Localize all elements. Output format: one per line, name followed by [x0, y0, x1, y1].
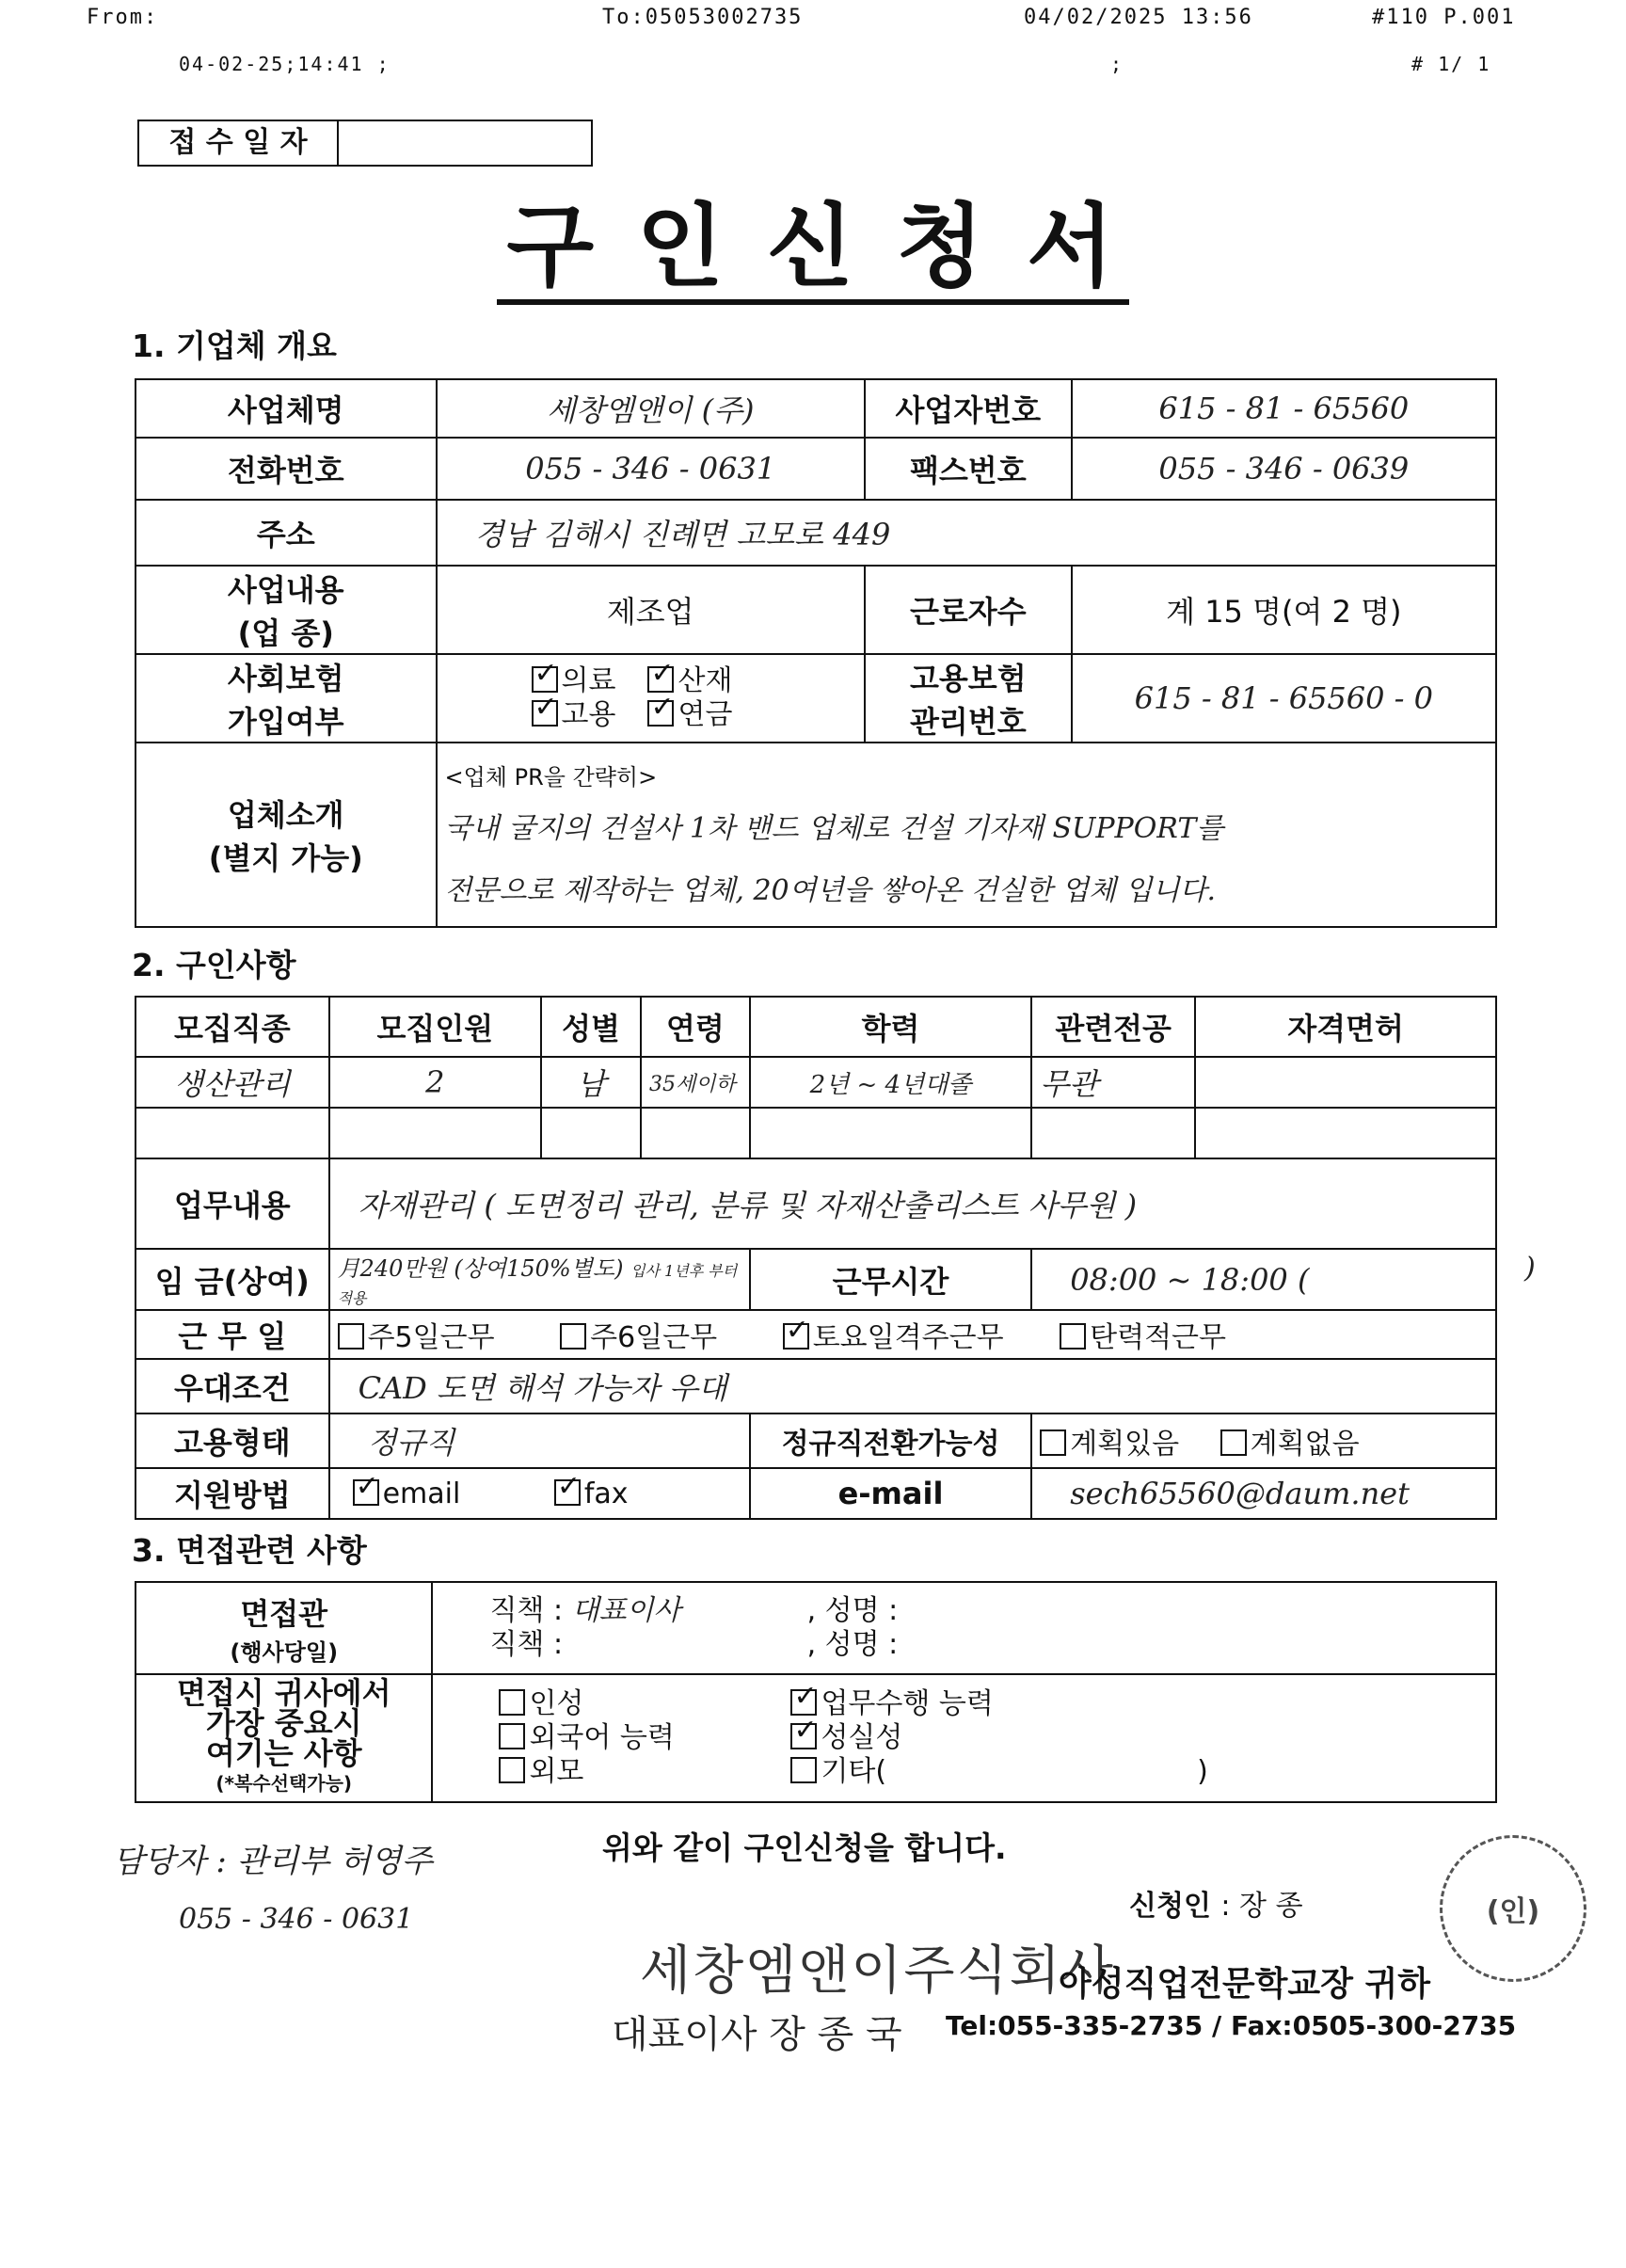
company-stamp: 세창엠앤이주식회사: [640, 1941, 1115, 2002]
row1-license: [1195, 1057, 1496, 1108]
checkbox-personality[interactable]: [499, 1689, 525, 1716]
fax-to: To:05053002735: [602, 6, 804, 29]
checkbox-accident[interactable]: [647, 666, 674, 693]
hours-tail: ): [1524, 1252, 1536, 1285]
pos-label-1: 직책 :: [489, 1594, 564, 1627]
fax-line2-right: # 1/ 1: [1411, 53, 1491, 75]
receipt-box: [137, 120, 593, 167]
workday-label: 근 무 일: [136, 1310, 329, 1359]
fax-line2-left: 04-02-25;14:41 ;: [179, 53, 391, 75]
row2-gender: [541, 1108, 641, 1158]
fax-line2-mid: ;: [1110, 53, 1124, 75]
important-label: 면접시 귀사에서 가장 중요시 여기는 사항 (*복수선택가능): [136, 1674, 432, 1802]
header-gender: 성별: [541, 997, 641, 1057]
checkbox-sincerity[interactable]: [790, 1723, 817, 1749]
fax-page: #110 P.001: [1372, 6, 1516, 29]
checkbox-medical[interactable]: [532, 666, 558, 693]
checkbox-apply-fax[interactable]: [554, 1479, 581, 1506]
company-seal: (인): [1440, 1835, 1586, 1982]
phone-label: 전화번호: [136, 438, 437, 500]
row1-job: 생산관리: [136, 1057, 329, 1108]
row2-license: [1195, 1108, 1496, 1158]
industry-label: 사업내용 (업 종): [136, 566, 437, 654]
receipt-value[interactable]: [339, 121, 591, 165]
row1-major: 무관: [1031, 1057, 1195, 1108]
header-age: 연령: [641, 997, 750, 1057]
header-education: 학력: [750, 997, 1031, 1057]
pos-label-2: 직책 :: [489, 1628, 564, 1661]
receipt-label: 접 수 일 자: [139, 121, 339, 165]
emp-ins-no: 615 - 81 - 65560 - 0: [1072, 654, 1496, 743]
name-label-1: , 성명 :: [806, 1594, 899, 1627]
applicant-label: 신청인: [1129, 1890, 1211, 1923]
interviewer-cell: [432, 1582, 1496, 1674]
fax-number: 055 - 346 - 0639: [1072, 438, 1496, 500]
addressee: 아성직업전문학교장 귀하: [1059, 1965, 1431, 2004]
checkbox-appearance[interactable]: [499, 1757, 525, 1783]
company-name-label: 사업체명: [136, 379, 437, 438]
checkbox-employment[interactable]: [532, 700, 558, 727]
interviewer-label: 면접관 (행사당일): [136, 1582, 432, 1674]
page-title: 구 인 신 청 서: [0, 175, 1626, 304]
row2-count: [329, 1108, 542, 1158]
workday-options: 주5일근무 주6일근무 ✓ 토요일격주근무 탄력적근무: [329, 1310, 1496, 1359]
hours: 08:00 ~ 18:00 (: [1031, 1249, 1496, 1310]
checkbox-work[interactable]: [790, 1689, 817, 1716]
emp-type-label: 고용형태: [136, 1414, 329, 1468]
ceo: 대표이사 장 종 국: [612, 2013, 902, 2056]
email-label: e-mail: [750, 1468, 1031, 1519]
apply-options: ✓ email ✓ fax: [329, 1468, 750, 1519]
benefit: CAD 도면 해석 가능자 우대: [329, 1359, 1496, 1414]
interview-table: [135, 1581, 1497, 1803]
conversion-label: 정규직전환가능성: [750, 1414, 1031, 1468]
section2-heading: 2. 구인사항: [132, 947, 296, 983]
intro-line1: 국내 굴지의 건설사 1차 밴드 업체로 건설 기자재 SUPPORT를: [444, 812, 1224, 845]
workers-label: 근로자수: [865, 566, 1072, 654]
intro-line2: 전문으로 제작하는 업체, 20여년을 쌓아온 건실한 업체 입니다.: [444, 874, 1217, 907]
row1-gender: 남: [541, 1057, 641, 1108]
header-major: 관련전공: [1031, 997, 1195, 1057]
checkbox-5day[interactable]: [338, 1323, 364, 1350]
biz-no-label: 사업자번호: [865, 379, 1072, 438]
applicant: [1129, 1882, 1303, 1924]
checkbox-language[interactable]: [499, 1723, 525, 1749]
recruitment-table: [135, 996, 1497, 1520]
applicant-name: : 장 종: [1220, 1890, 1303, 1923]
checkbox-6day[interactable]: [560, 1323, 586, 1350]
statement: 위와 같이 구인신청을 합니다.: [602, 1829, 1007, 1866]
header-job: 모집직종: [136, 997, 329, 1057]
conversion-options: 계획있음 계획없음: [1031, 1414, 1496, 1468]
manager-phone: 055 - 346 - 0631: [179, 1903, 414, 1936]
wage-note: 입사 1년후 부터적용: [337, 1262, 738, 1307]
address: 경남 김해시 진례면 고모로 449: [437, 500, 1497, 566]
wage-label: 임 금(상여): [136, 1249, 329, 1310]
manager: 담당자 : 관리부 허영주: [113, 1843, 433, 1880]
company-name: 세창엠앤이 (주): [437, 379, 865, 438]
checkbox-saturday[interactable]: [783, 1323, 809, 1350]
phone: 055 - 346 - 0631: [437, 438, 865, 500]
company-overview-table: [135, 378, 1497, 928]
insurance-label: 사회보험 가입여부: [136, 654, 437, 743]
intro-hint: <업체 PR을 간략히>: [444, 764, 658, 791]
checkbox-apply-email[interactable]: [353, 1479, 379, 1506]
workers: 계 15 명(여 2 명): [1072, 566, 1496, 654]
benefit-label: 우대조건: [136, 1359, 329, 1414]
duties-label: 업무내용: [136, 1158, 329, 1249]
hours-label: 근무시간: [750, 1249, 1031, 1310]
industry: 제조업: [437, 566, 865, 654]
duties: 자재관리 ( 도면정리 관리, 분류 및 자재산출리스트 사무원 ): [329, 1158, 1496, 1249]
fax-datetime: 04/02/2025 13:56: [1024, 6, 1253, 29]
biz-no: 615 - 81 - 65560: [1072, 379, 1496, 438]
fax-label: 팩스번호: [865, 438, 1072, 500]
emp-ins-label: 고용보험 관리번호: [865, 654, 1072, 743]
checkbox-other[interactable]: [790, 1757, 817, 1783]
email: sech65560@daum.net: [1031, 1468, 1496, 1519]
row2-age: [641, 1108, 750, 1158]
pos-1: 대표이사: [571, 1594, 681, 1627]
header-license: 자격면허: [1195, 997, 1496, 1057]
row1-age: 35세이하: [641, 1057, 750, 1108]
address-label: 주소: [136, 500, 437, 566]
wage-cell: [329, 1249, 750, 1310]
emp-type: 정규직: [329, 1414, 750, 1468]
wage: 月240만원 (상여150%별도): [337, 1255, 624, 1282]
row2-education: [750, 1108, 1031, 1158]
row1-education: 2년 ~ 4년대졸: [750, 1057, 1031, 1108]
name-label-2: , 성명 :: [806, 1628, 899, 1661]
fax-from: From:: [87, 6, 159, 29]
intro-label: 업체소개 (별지 가능): [136, 743, 437, 927]
checkbox-flex[interactable]: [1060, 1323, 1086, 1350]
contact: Tel:055-335-2735 / Fax:0505-300-2735: [946, 2010, 1517, 2041]
important-options: 인성✓ 업무수행 능력 외국어 능력✓ 성실성 외모 기타( ): [432, 1674, 1496, 1802]
header-count: 모집인원: [329, 997, 542, 1057]
checkbox-conv-yes[interactable]: [1040, 1429, 1066, 1456]
apply-label: 지원방법: [136, 1468, 329, 1519]
section1-heading: 1. 기업체 개요: [132, 327, 337, 364]
row1-count: 2: [329, 1057, 542, 1108]
row2-major: [1031, 1108, 1195, 1158]
section3-heading: 3. 면접관련 사항: [132, 1532, 367, 1569]
checkbox-pension[interactable]: [647, 700, 674, 727]
insurance-options: ✓의료✓ 산재 ✓고용✓ 연금: [437, 654, 865, 743]
row2-job: [136, 1108, 329, 1158]
intro-cell: [437, 743, 1497, 927]
checkbox-conv-no[interactable]: [1220, 1429, 1247, 1456]
